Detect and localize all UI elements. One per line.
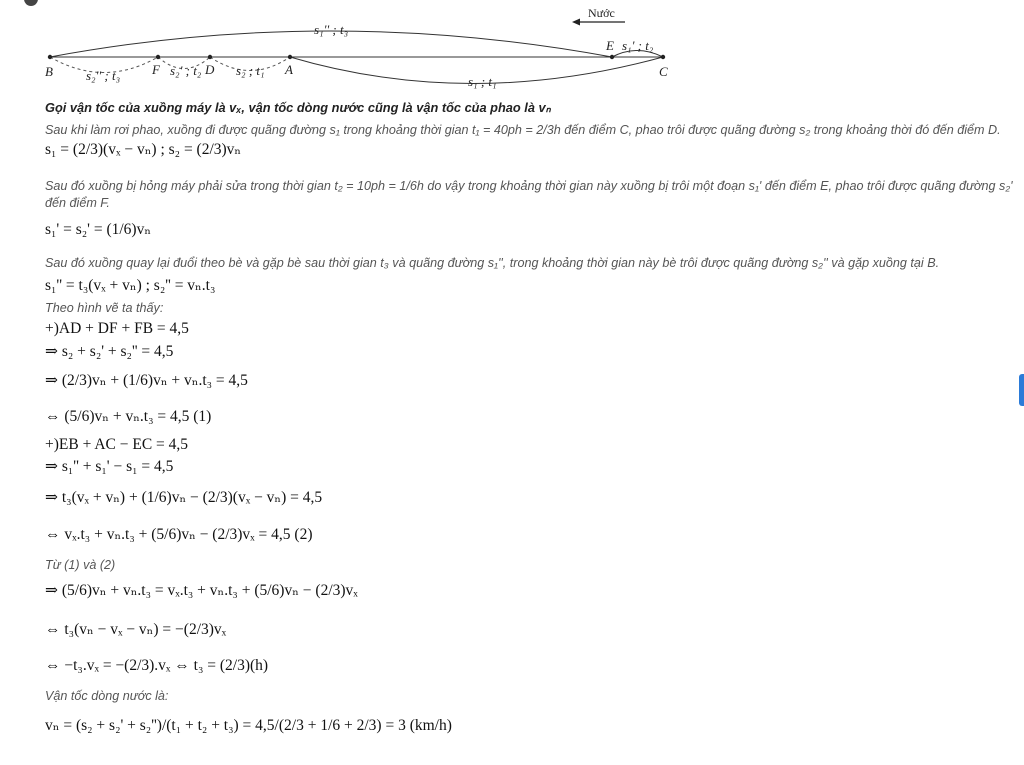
equation-10: ⇒ s₂ + s₂' + s₂'' = 4,5 xyxy=(45,343,174,360)
equation-9: +)AD + DF + FB = 4,5 xyxy=(45,320,189,337)
point-C: C xyxy=(659,64,668,79)
equation-18: ⇒ (5/6)vₙ + vₙ.t₃ = vₓ.t₃ + vₙ.t₃ + (5/6)vₙ − (2/3)vₓ xyxy=(45,582,358,599)
seg-DA-label: s₂ ; t₁ xyxy=(236,63,265,78)
equation-13: +)EB + AC − EC = 4,5 xyxy=(45,436,189,453)
seg-EC-label: s₁' ; t₂ xyxy=(622,38,654,53)
equation-15: ⇒ t₃(vₓ + vₙ) + (1/6)vₙ − (2/3)(vₓ − vₙ) = 4,5 xyxy=(45,489,323,506)
equation-22: vₙ = (s₂ + s₂' + s₂'')/(t₁ + t₂ + t₃) = 4,5/(2/3 + 1/6 + 2/3) = 3 (km/h) xyxy=(45,717,452,734)
text-line-21: Vận tốc dòng nước là: xyxy=(45,689,169,703)
side-scroll-marker[interactable] xyxy=(1019,374,1024,406)
point-F: F xyxy=(152,62,160,77)
equation-s1p: s₁' = s₂' = (1/6)vₙ xyxy=(45,221,152,238)
text-line-17: Từ (1) và (2) xyxy=(45,558,116,572)
text-line-8: Theo hình vẽ ta thấy: xyxy=(45,301,164,315)
equation-16: ⇔ vₓ.t₃ + vₙ.t₃ + (5/6)vₙ − (2/3)vₓ = 4,5 (2) xyxy=(45,526,313,543)
point-E: E xyxy=(606,38,614,53)
river-diagram xyxy=(0,0,1024,95)
text-line-6: Sau đó xuồng quay lại đuổi theo bè và gặp bè sau thời gian t₃ và quãng đường s₁'', trong khoảng thời gian này bè trôi được quãng đường s₂'' và gặp xuồng tại B. xyxy=(45,256,940,270)
equation-14: ⇒ s₁'' + s₁' − s₁ = 4,5 xyxy=(45,458,174,475)
equation-s1pp: s₁'' = t₃(vₓ + vₙ) ; s₂'' = vₙ.t₃ xyxy=(45,277,216,294)
intro-line: Gọi vận tốc của xuồng máy là vₓ, vận tốc dòng nước cũng là vận tốc của phao là vₙ xyxy=(45,100,551,115)
seg-AC-label: s₁ ; t₁ xyxy=(468,74,497,89)
equation-s1-s2: s₁ = (2/3)(vₓ − vₙ) ; s₂ = (2/3)vₙ xyxy=(45,141,242,158)
equation-12: ⇔ (5/6)vₙ + vₙ.t₃ = 4,5 (1) xyxy=(45,408,212,425)
text-line-2: Sau khi làm rơi phao, xuồng đi được quãng đường s₁ trong khoảng thời gian t₁ = 40ph = 2/3h đến điểm C, phao trôi được quãng đường s₂ trong khoảng thời đó đến điểm D. xyxy=(45,123,1001,137)
point-B: B xyxy=(45,64,53,79)
equation-20: ⇔ −t₃.vₓ = −(2/3).vₓ ⇔ t₃ = (2/3)(h) xyxy=(45,657,269,674)
equation-19: ⇔ t₃(vₙ − vₓ − vₙ) = −(2/3)vₓ xyxy=(45,621,227,638)
equation-11: ⇒ (2/3)vₙ + (1/6)vₙ + vₙ.t₃ = 4,5 xyxy=(45,372,248,389)
water-label: Nước xyxy=(588,6,615,20)
seg-FD-label: s₂' ; t₂ xyxy=(170,63,202,78)
point-A: A xyxy=(285,62,293,77)
point-D: D xyxy=(205,62,215,77)
top-label: s₁'' ; t₃ xyxy=(314,22,349,37)
seg-BF-label: s₂'' ; t₃ xyxy=(86,68,121,83)
text-line-4: Sau đó xuồng bị hỏng máy phải sửa trong thời gian t₂ = 10ph = 1/6h do vậy trong khoảng thời gian này xuồng bị trôi một đoạn s₁' đến điểm E, phao trôi được quãng đường s₂' xyxy=(45,179,1013,193)
text-line-4b: đến điểm F. xyxy=(45,196,110,210)
